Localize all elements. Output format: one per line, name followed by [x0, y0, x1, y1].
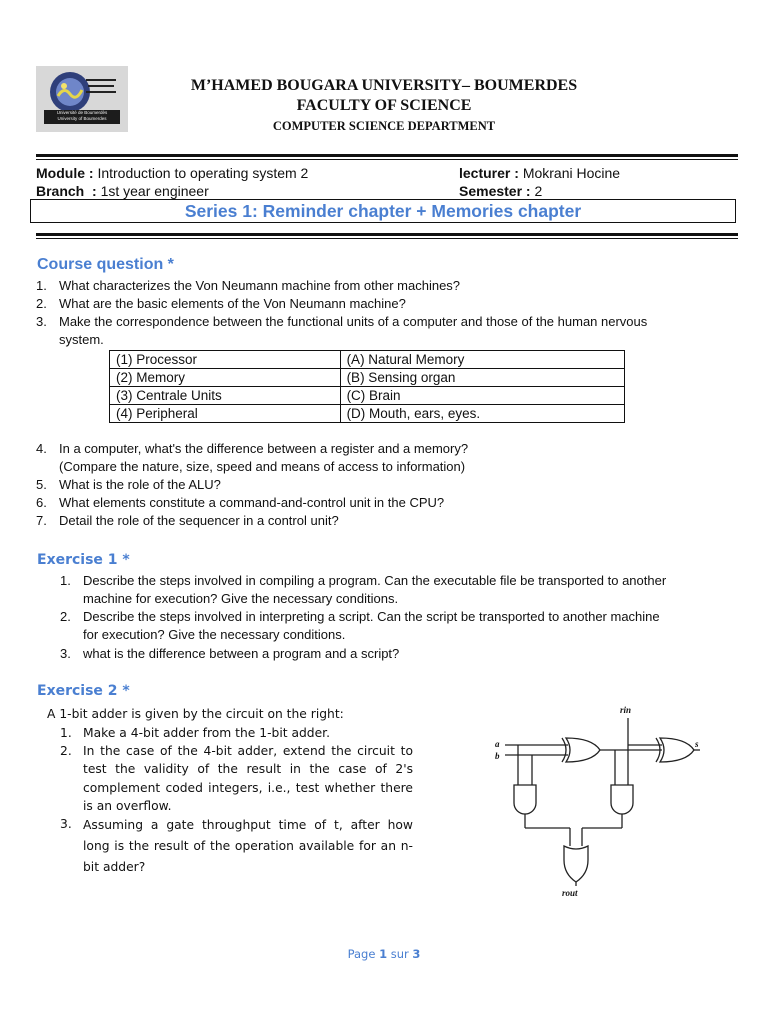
table-cell: (1) Processor — [110, 351, 341, 369]
table-cell: (C) Brain — [340, 387, 624, 405]
module-label: Module : — [36, 165, 94, 181]
logo-text-fr: Université de Boumerdès — [56, 110, 108, 115]
table-row — [110, 405, 625, 423]
page-footer — [0, 947, 768, 961]
module-line — [36, 164, 308, 182]
output-rout-label: rout — [562, 888, 578, 898]
course-q7-text: Detail the role of the sequencer in a control unit? — [59, 513, 339, 528]
table-cell: (2) Memory — [110, 369, 341, 387]
ex2-item3-line: bit adder? — [83, 860, 146, 874]
ex2-item3-line: Assuming a gate throughput time of t, after how — [83, 818, 413, 832]
department-name: COMPUTER SCIENCE DEPARTMENT — [272, 119, 496, 133]
sub-rule-thin — [36, 238, 738, 239]
university-name: M’HAMED BOUGARA UNIVERSITY– BOUMERDES — [190, 77, 578, 94]
lecturer-line — [459, 164, 620, 182]
logo-text-en: University of Boumerdes — [57, 116, 107, 121]
course-q2-text: What are the basic elements of the Von Neumann machine? — [59, 296, 406, 311]
branch-line — [36, 182, 209, 200]
course-q4-cont: (Compare the nature, size, speed and means of access to information) — [59, 459, 466, 474]
footer-page-word: Page — [347, 947, 376, 961]
input-b-label: b — [495, 751, 500, 761]
top-rule-thin — [36, 159, 738, 160]
ex2-item2-line: In the case of the 4-bit adder, extend the circuit to — [83, 744, 413, 758]
module-value: Introduction to operating system 2 — [97, 165, 309, 181]
ex2-item2-line: complement coded integers, i.e., test whether there — [83, 780, 413, 795]
ex1-item2-text: Describe the steps involved in interpreting a script. Can the script be transported to another machine — [83, 609, 660, 624]
table-row — [110, 351, 625, 369]
ex1-item1-cont: machine for execution? Give the necessary conditions. — [83, 591, 399, 606]
top-rule-thick — [36, 154, 738, 157]
ex2-item2-text — [83, 742, 413, 815]
table-row — [110, 387, 625, 405]
correspondence-table — [109, 350, 625, 423]
sub-rule-thick — [36, 233, 738, 236]
series-title: Series 1: Reminder chapter + Memories chapter — [184, 201, 582, 221]
course-q5-text: What is the role of the ALU? — [59, 477, 221, 492]
course-question-title: Course question * — [37, 256, 174, 273]
input-rin-label: rin — [620, 705, 632, 715]
ex1-item2-cont: for execution? Give the necessary conditions. — [83, 627, 346, 642]
ex1-item3-text: what is the difference between a program and a script? — [83, 646, 400, 661]
semester-line — [459, 182, 542, 200]
course-q6-text: What elements constitute a command-and-control unit in the CPU? — [59, 495, 445, 510]
footer-total-pages: 3 — [412, 947, 421, 961]
course-q3-cont: system. — [59, 332, 104, 347]
branch-value: 1st year engineer — [100, 183, 209, 199]
course-q4-text: In a computer, what's the difference between a register and a memory? — [59, 441, 469, 456]
ex2-item1-text: Make a 4-bit adder from the 1-bit adder. — [83, 726, 331, 740]
input-a-label: a — [495, 739, 500, 749]
footer-page-number: 1 — [379, 947, 388, 961]
ex2-item3-text — [83, 815, 413, 878]
ex2-item2-line: test the validity of the result in the case of 2's — [83, 762, 413, 777]
branch-label: Branch : — [36, 183, 97, 199]
course-q3-text: Make the correspondence between the functional units of a computer and those of the human nervous — [59, 314, 648, 329]
table-cell: (3) Centrale Units — [110, 387, 341, 405]
table-cell: (B) Sensing organ — [340, 369, 624, 387]
table-row — [110, 369, 625, 387]
ex2-intro: A 1-bit adder is given by the circuit on the right: — [47, 707, 344, 721]
table-cell: (4) Peripheral — [110, 405, 341, 423]
ex2-item3-line: long is the result of the operation available for an n- — [83, 839, 413, 853]
ex2-item2-line: is an overflow. — [83, 798, 172, 813]
semester-value: 2 — [534, 183, 543, 199]
table-cell: (A) Natural Memory — [340, 351, 624, 369]
semester-label: Semester : — [459, 183, 531, 199]
table-cell: (D) Mouth, ears, eyes. — [340, 405, 624, 423]
adder-circuit-diagram — [490, 700, 710, 900]
lecturer-value: Mokrani Hocine — [522, 165, 621, 181]
lecturer-label: lecturer : — [459, 165, 519, 181]
exercise2-title: Exercise 2 * — [37, 683, 130, 699]
footer-sur-word: sur — [390, 947, 409, 961]
exercise1-title: Exercise 1 * — [37, 552, 130, 568]
xor-gate-1 — [562, 738, 566, 762]
series-title-box — [30, 199, 736, 223]
course-q1-text: What characterizes the Von Neumann machine from other machines? — [59, 278, 461, 293]
output-s-label: s — [695, 739, 699, 749]
faculty-name: FACULTY OF SCIENCE — [296, 97, 472, 114]
ex1-item1-text: Describe the steps involved in compiling a program. Can the executable file be transported to another — [83, 573, 667, 588]
